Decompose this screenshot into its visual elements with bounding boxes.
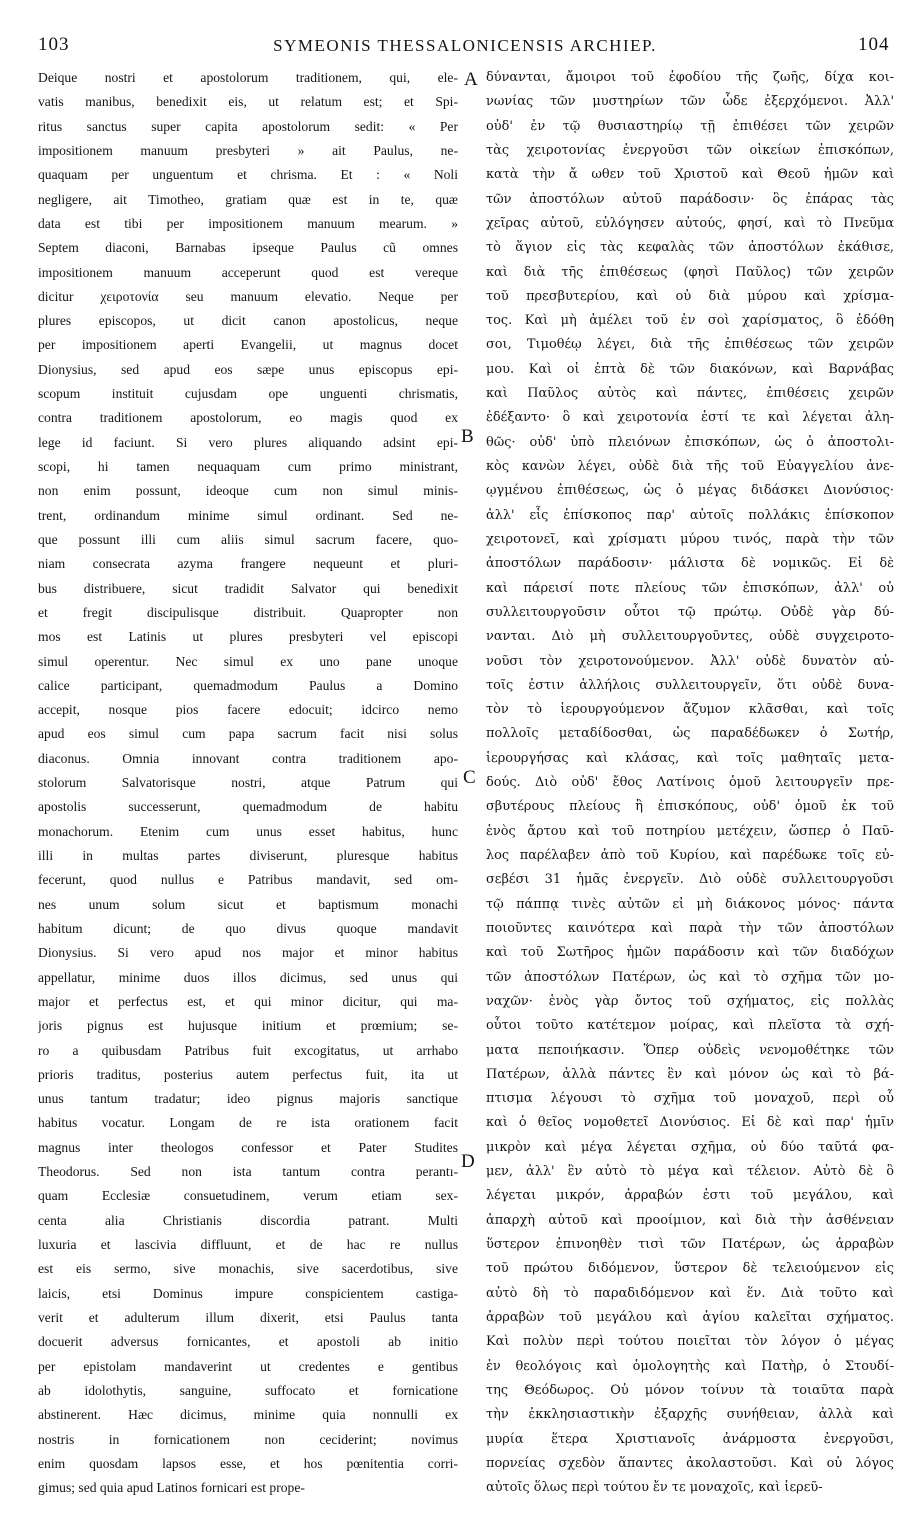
latin-text-line: centa alia Christianis discordia patrant. Multi	[38, 1212, 458, 1228]
latin-text-line: ab idolothytis, sanguine, suffocato et fornicatione	[38, 1382, 458, 1398]
latin-text-line: apostolis successerunt, quemadmodum de habitu	[38, 799, 458, 815]
greek-text-line: σβυτέρους πλείους ἢ ἐπισκόπους, οὐδ' ὁμοῦ ἐκ τοῦ	[486, 799, 894, 815]
greek-text-line: σεβέσι 31 ἡμᾶς ἐνεργεῖν. Διὸ οὐδὲ συλλειτουργοῦσι	[486, 872, 894, 888]
greek-text-line: πτισμα λέγουσι τὸ σχῆμα τοῦ μοναχοῦ, περὶ οὗ	[486, 1091, 894, 1107]
latin-text-line: accepit, nosque pios facere edocuit; idcirco nemo	[38, 702, 458, 718]
greek-text-line: χειροτονεῖ, καὶ χρίσματι μύρου τινός, παρὰ τὴν τῶν	[486, 531, 894, 547]
latin-text-line: lege id faciunt. Si vero plures aliquando adsint epi-	[38, 434, 458, 450]
latin-text-line: stolorum Salvatorisque nostri, atque Patrum qui	[38, 775, 458, 791]
greek-text-line: οὐδ' ἐν τῷ θυσιαστηρίῳ τῇ ἐπιθέσει τῶν χειρῶν	[486, 118, 894, 134]
greek-text-line: τῶν ἀποστόλων Πατέρων, ὡς καὶ τὸ σχῆμα τῶν μο-	[486, 969, 894, 985]
greek-text-line: πορνείας σχεδὸν ἅπαντες ἀκολαστοῦσι. Καὶ οὐ λόγος	[486, 1455, 894, 1471]
greek-text-line: ῳγμένου ἐπιθέσεως, ὡς ὁ μέγας διδάσκει Διονύσιος·	[486, 483, 894, 499]
latin-text-line: quam Ecclesiæ consuetudinem, verum etiam sex-	[38, 1188, 458, 1204]
greek-text-line: νωνίας τῶν μυστηρίων τῶν ὧδε ἐξερχόμενοι. Ἀλλ'	[486, 94, 894, 110]
greek-text-line: δούς. Διὸ οὐδ' ἔθος Λατίνοις ὁμοῦ λειτουργεῖν πρε-	[486, 775, 894, 791]
page-header	[0, 0, 923, 64]
latin-text-line: Deique nostri et apostolorum traditionem, qui, ele-	[38, 70, 458, 85]
latin-text-line: vatis manibus, benedixit eis, ut relatum est; et Spi-	[38, 94, 458, 110]
latin-text-line: appellatur, minime duos illos dicimus, sed unus qui	[38, 969, 458, 985]
latin-text-line: abstinerent. Hæc dicimus, minime quia nonnulli ex	[38, 1407, 458, 1423]
greek-text-line: καὶ διὰ τῆς ἐπιθέσεως (φησὶ Παῦλος) τῶν χειρῶν	[486, 264, 894, 280]
page-number-right: 104	[858, 34, 890, 55]
greek-text-line: ὕστερον ἐπινοηθὲν τισὶ τῶν Πατέρων, ὡς ἀρραβὼν	[486, 1237, 894, 1252]
greek-text-line: ναχῶν· ἑνὸς γὰρ ὄντος τοῦ σχήματος, εἰς πολλὰς	[486, 993, 894, 1009]
latin-text-line: luxuria et lascivia diffluunt, et de hac re nullus	[38, 1237, 458, 1252]
greek-text-line: νοῦσι τὸν χειροτονούμενον. Ἀλλ' οὐδὲ δυνατὸν αὐ-	[486, 653, 894, 669]
greek-column	[486, 66, 894, 1500]
latin-text-line: diaconus. Omnia innovant contra traditionem apo-	[38, 750, 458, 766]
greek-text-line: τὴν ἐκκλησιαστικὴν ἐξαρχῆς συνήθειαν, ἀλλὰ καὶ	[486, 1407, 894, 1423]
greek-text-line: τοῦ πρεσβυτερίου, καὶ οὐ διὰ μύρου καὶ χρίσμα-	[486, 288, 894, 304]
latin-text-line: monachorum. Etenim cum unus esset habitus, hunc	[38, 823, 458, 839]
latin-text-line: unus tantum tradatur; ideo pignus majoris sanctique	[38, 1091, 458, 1107]
greek-text-line: λος παρέλαβεν ἀπὸ τοῦ Κυρίου, καὶ παρέδωκε τοῖς εὐ-	[486, 848, 894, 863]
greek-text-line: καὶ πάρεισί ποτε πλείους τῶν ἐπισκόπων, ἀλλ' οὐ	[486, 580, 894, 596]
latin-text-line: magnus inter theologos confessor et Pater Studites	[38, 1139, 458, 1155]
greek-text-line: ἀπαρχὴ αὐτοῦ καὶ προοίμιον, καὶ διὰ τὴν ἀσθένειαν	[486, 1212, 894, 1228]
greek-text-line: πολλοῖς μεταδίδοσθαι, ὡς παραδέδωκεν ὁ Σωτήρ,	[486, 726, 894, 742]
latin-text-line: ritus sanctus super capita apostolorum sedit: « Per	[38, 118, 458, 134]
greek-text-line: κατὰ τὴν ἄ ωθεν τοῦ Χριστοῦ καὶ Θεοῦ ἡμῶν καὶ	[486, 167, 894, 183]
greek-text-line: χεῖρας αὐτοῦ, εὐλόγησεν αὐτούς, φησί, καὶ τὸ Πνεῦμα	[486, 215, 894, 231]
latin-text-line: habitus vocatur. Longam de re ista orationem facit	[38, 1115, 458, 1131]
greek-text-line: αὐτὸ δὴ τὸ παραδιδόμενον καὶ ἕν. Διὰ τοῦτο καὶ	[486, 1285, 894, 1301]
latin-text-line: et fregit discipulisque distribuit. Quapropter non	[38, 604, 458, 620]
latin-text-line: Theodorus. Sed non ista tantum contra perantı-	[38, 1164, 458, 1180]
latin-column	[38, 66, 458, 1500]
latin-text-line: ro a quibusdam Patribus fuit excogitatus, ut arrhabo	[38, 1042, 458, 1058]
margin-marker-d: D	[461, 1151, 475, 1172]
margin-marker-b: B	[461, 426, 474, 447]
greek-text-line: Πατέρων, ἀλλὰ πάντες ἓν καὶ μόνον ὡς καὶ τὸ βά-	[486, 1066, 894, 1082]
latin-text-line: nostris in fornicationem non ceciderint; novimus	[38, 1431, 458, 1447]
greek-text-line: αὐτοῖς ὅλως περὶ τούτου ἔν τε μοναχοῖς, καὶ ἱερεῦ-	[486, 1480, 823, 1496]
greek-text-line: μεν, ἀλλ' ἓν αὐτὸ τὸ μέγα καὶ τέλειον. Αὐτὸ δὲ ὃ	[486, 1164, 894, 1180]
latin-text-line: que possunt illi cum aliis simul sacrum facere, quo-	[38, 531, 458, 547]
latin-text-line: prioris traditus, posterius autem perfectus fuit, ita ut	[38, 1066, 458, 1082]
latin-text-line: plures episcopos, ut dicit canon apostolicus, neque	[38, 313, 458, 329]
greek-text-line: συλλειτουργοῦσιν οὗτοι τῷ πρώτῳ. Οὐδὲ γὰρ δύ-	[486, 604, 894, 620]
latin-text-line: bus distribuere, sicut tradidit Salvator qui benedixit	[38, 580, 458, 596]
greek-text-line: μικρὸν καὶ μέγα λέγεται σχῆμα, οὐ δύο ταῦτά φα-	[486, 1139, 894, 1155]
greek-text-line: καὶ Παῦλος αὐτὸς καὶ πάντες, ἐπιθέσεις χειρῶν	[486, 386, 894, 402]
latin-text-line: data est tibi per impositionem manuum mearum. »	[38, 215, 458, 231]
latin-text-line: nes unum solum sicut et baptismum monachi	[38, 896, 458, 912]
greek-text-line: θῶς· οὐδ' ὑπὸ πλειόνων ἐπισκόπων, ὡς ὁ ἀποστολι-	[486, 434, 894, 450]
latin-text-line: verit et adulterum illum dixerit, etsi Paulus tanta	[38, 1309, 458, 1325]
latin-text-line: calice participant, quemadmodum Paulus a Domino	[38, 677, 458, 693]
latin-text-line: docuerit adversus fornicantes, et apostoli ab initio	[38, 1334, 458, 1350]
greek-text-line: Καὶ πολὺν περὶ τούτου ποιεῖται τὸν λόγον ὁ μέγας	[486, 1334, 894, 1350]
latin-text-line: quaquam per unguentum et chrisma. Et : « Noli	[38, 167, 458, 183]
greek-text-line: της Θεόδωρος. Οὐ μόνον τοίνυν τὰ τοιαῦτα παρὰ	[486, 1382, 894, 1398]
latin-text-line: mos est Latinis ut plures presbyteri vel episcopi	[38, 629, 458, 645]
greek-text-line: ποιοῦντες καινότερα καὶ παρὰ τὴν τῶν ἀποστόλων	[486, 920, 894, 936]
running-title: SYMEONIS THESSALONICENSIS ARCHIEP.	[273, 36, 657, 55]
greek-text-line: μου. Καὶ οἱ ἑπτὰ δὲ τῶν διακόνων, καὶ Βαρνάβας	[486, 361, 894, 377]
greek-text-line: ἐν θεολόγοις καὶ ὁμολογητὴς καὶ Πατὴρ, ὁ Στουδί-	[486, 1358, 894, 1374]
latin-text-line: Septem diaconi, Barnabas ipseque Paulus cũ omnes	[38, 240, 458, 256]
latin-text-line: per epistolam mandaverint ut credentes e gentibus	[38, 1358, 458, 1374]
greek-text-line: τος. Καὶ μὴ ἀμέλει τοῦ ἐν σοὶ χαρίσματος, ὃ ἐδόθη	[486, 313, 894, 329]
greek-text-line: ἱερουργήσας καὶ κλάσας, καὶ τοῖς μαθηταῖς μετα-	[486, 750, 894, 766]
latin-text-line: gimus; sed quia apud Latinos fornicari est prope-	[38, 1480, 305, 1496]
latin-text-line: simul operentur. Nec simul ex uno pane unoque	[38, 653, 458, 669]
latin-text-line: per impositionem aperti Evangelii, ut magnus docet	[38, 337, 458, 353]
greek-text-line: καὶ ὁ θεῖος νομοθετεῖ Διονύσιος. Εἰ δὲ καὶ παρ' ἡμῖν	[486, 1115, 894, 1131]
latin-text-line: contra traditionem apostolorum, eo magis quod ex	[38, 410, 458, 426]
latin-text-line: dicitur χειροτονία seu manuum elevatio. Neque per	[38, 288, 458, 304]
latin-text-line: Dionysius. Si vero apud nos major et minor habitus	[38, 945, 458, 961]
greek-text-line: τοῦ πρώτου διδόμενον, ὕστερον δὲ τελειούμενον εἰς	[486, 1261, 894, 1277]
greek-text-line: τὸ ἅγιον εἰς τὰς κεφαλὰς τῶν ἀποστόλων ἐκάθισε,	[486, 240, 894, 256]
greek-text-line: οὗτοι τοῦτο κατέτεμον μοίρας, καὶ πλεῖστα τὰ σχή-	[486, 1018, 894, 1034]
greek-text-line: δύνανται, ἄμοιροι τοῦ ἐφοδίου τῆς ζωῆς, δίχα κοι-	[486, 70, 894, 85]
greek-text-line: σοι, Τιμοθέῳ λέγει, διὰ τῆς ἐπιθέσεως τῶν χειρῶν	[486, 337, 894, 353]
greek-text-line: ἀρραβὼν τοῦ μεγάλου καὶ ἁγίου καλεῖται σχήματος.	[486, 1309, 894, 1325]
greek-text-line: νανται. Διὸ μὴ συλλειτουργοῦντες, οὐδὲ συγχειροτο-	[486, 629, 894, 645]
latin-text-line: impositionem manuum presbyteri » ait Paulus, ne-	[38, 142, 458, 158]
latin-text-line: impositionem manuum acceperunt quod est vereque	[38, 264, 458, 280]
latin-text-line: negligere, ait Timotheo, gratiam quæ est in te, quæ	[38, 191, 458, 207]
latin-text-line: trent, ordinandum minime simul ordinant. Sed ne-	[38, 507, 458, 523]
latin-text-line: apud eos simul cum papa sacrum facit nisi solus	[38, 726, 458, 742]
latin-text-line: laicis, etsi Dominus impure conspicientem castiga-	[38, 1285, 458, 1301]
greek-text-line: τὸν τὸ ἱερουργούμενον ἄζυμον κλᾶσθαι, καὶ τοῖς	[486, 702, 894, 718]
greek-text-line: ἀποστόλων παράδοσιν· μάλιστα δὲ νομικῶς. Εἰ δὲ	[486, 556, 894, 572]
latin-text-line: non enim possunt, ideoque cum non simul minis-	[38, 483, 458, 499]
greek-text-line: μυρία ἕτερα Χριστιανοῖς ἀνάρμοστα ἐνεργοῦσι,	[486, 1431, 894, 1447]
greek-text-line: λέγεται μικρόν, ἀρραβών ἐστι τοῦ μεγάλου, καὶ	[486, 1188, 894, 1204]
greek-text-line: ἑνὸς ἄρτου καὶ τοῦ ποτηρίου μετέχειν, ὥσπερ ὁ Παῦ-	[486, 823, 894, 839]
greek-text-line: τῶν ἀποστόλων αὐτοῦ παράδοσιν· ὃς ἐπάρας τὰς	[486, 191, 894, 207]
margin-marker-a: A	[464, 69, 478, 90]
latin-text-line: joris pignus est hujusque initium et prœmium; se-	[38, 1018, 458, 1034]
latin-text-line: illi in multas partes diviserunt, pluresque habitus	[38, 848, 458, 863]
latin-text-line: fecerunt, quod nullus e Patribus mandavit, sed om-	[38, 872, 458, 888]
greek-text-line: τὰς χειροτονίας ἐνεργοῦσι τῶν οἰκείων ἐπισκόπων,	[486, 142, 894, 158]
latin-text-line: enim quosdam lapsos esse, et hos pœnitentia corri-	[38, 1455, 458, 1471]
greek-text-line: τοῖς ἐστιν ἀλλήλοις συλλειτουργεῖν, ὅτι οὐδὲ δυνα-	[486, 677, 894, 693]
greek-text-line: τῷ πάππᾳ τινὲς αὐτῶν εἰ μὴ διάκονος μόνος· πάντα	[486, 896, 894, 912]
greek-text-line: καὶ τοῦ Σωτῆρος ἡμῶν παράδοσιν καὶ τῶν διαδόχων	[486, 945, 894, 961]
greek-text-line: ἀλλ' εἷς ἐπίσκοπος παρ' αὐτοῖς πολλάκις ἐπίσκοπον	[486, 507, 894, 523]
page-number-left: 103	[38, 34, 70, 55]
latin-text-line: Dionysius, sed apud eos sæpe unus episcopus epi-	[38, 361, 458, 377]
latin-text-line: habitum dicunt; de quo divus quoque mandavit	[38, 920, 458, 936]
latin-text-line: major et perfectus est, et qui minor dicitur, qui ma-	[38, 993, 458, 1009]
latin-text-line: scopum instituit cujusdam ope unguenti chrismatis,	[38, 386, 458, 402]
latin-text-line: niam consecrata azyma frangere nequeunt et pluri-	[38, 556, 458, 572]
latin-text-line: scopi, hi tamen nequaquam cum primo ministrant,	[38, 459, 458, 474]
latin-text-line: est eis sermo, sive monachis, sive sacerdotibus, sive	[38, 1261, 458, 1277]
greek-text-line: κὸς κανὼν λέγει, οὐδὲ διὰ τῆς τοῦ Εὐαγγελίου ἀνε-	[486, 459, 894, 474]
margin-marker-c: C	[463, 767, 476, 788]
greek-text-line: ἐδέξαντο· ὃ καὶ χειροτονία ἐστί τε καὶ λέγεται ἀλη-	[486, 410, 894, 426]
greek-text-line: ματα πεποιήκασιν. Ὅπερ οὐδεὶς νενομοθέτηκε τῶν	[486, 1042, 894, 1058]
